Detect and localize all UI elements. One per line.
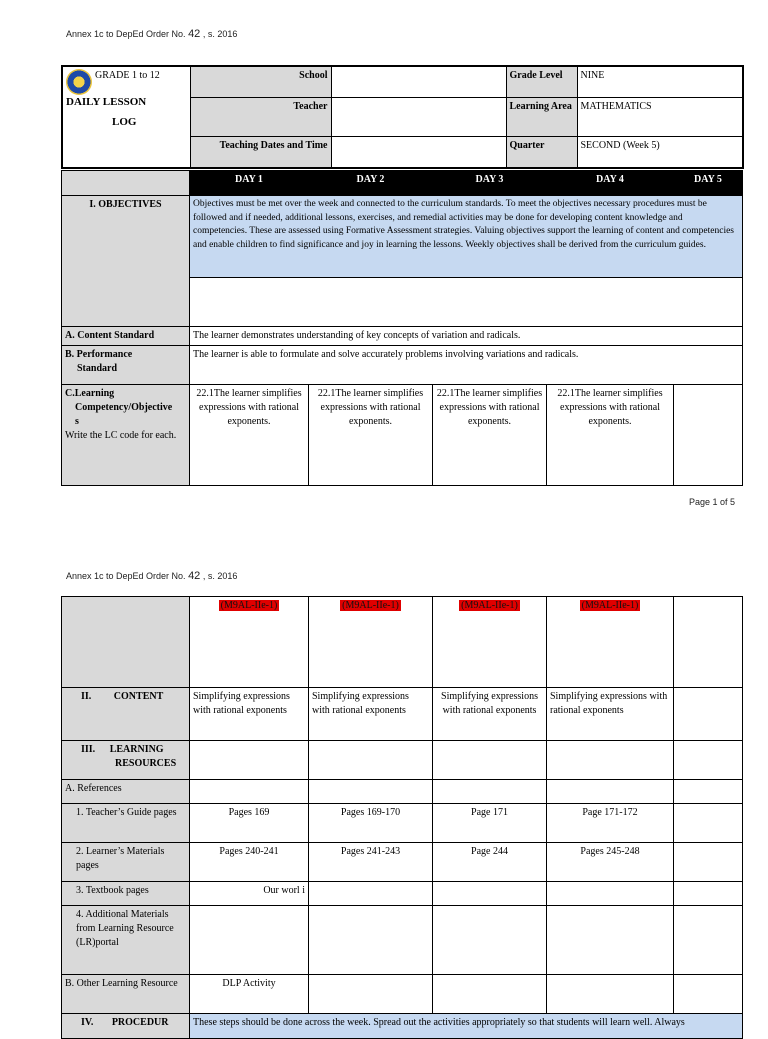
grade-range: GRADE 1 to 12	[95, 70, 160, 81]
competency-label-d: Write the LC code for each.	[65, 430, 177, 441]
teachers-guide-label: 1. Teacher’s Guide pages	[62, 804, 190, 843]
competency-label-b: Competency/Objective	[75, 402, 173, 413]
dll-title-line2: LOG	[112, 116, 137, 128]
day-5-header: DAY 5	[674, 171, 743, 196]
school-label: School	[190, 66, 331, 98]
lc-code-1: (M9AL-IIe-1)	[220, 600, 278, 611]
code-day-1	[190, 597, 309, 688]
dates-label: Teaching Dates and Time	[190, 137, 331, 169]
am-day-5[interactable]	[674, 906, 743, 975]
code-day-4	[547, 597, 674, 688]
grade-level-value[interactable]: NINE	[577, 66, 743, 98]
tb-day-3[interactable]	[433, 882, 547, 906]
olr-day-5[interactable]	[674, 975, 743, 1014]
lr-label-b: RESOURCES	[115, 758, 177, 769]
lc-code-3: (M9AL-IIe-1)	[461, 600, 518, 611]
ref-day-3[interactable]	[433, 780, 547, 804]
competency-label	[62, 385, 190, 486]
codes-label-empty	[62, 597, 190, 688]
lm-day-1: Pages 240-241	[190, 843, 309, 882]
olr-day-4[interactable]	[547, 975, 674, 1014]
olr-day-1: DLP Activity	[190, 975, 309, 1014]
lm-day-2: Pages 241-243	[309, 843, 433, 882]
dll-title-cell	[62, 66, 190, 168]
competency-day-2: 22.1The learner simplifies expressions with rational exponents.	[309, 385, 433, 486]
page-number: Page 1 of 5	[688, 497, 735, 507]
dll-title-line1: DAILY LESSON	[66, 96, 147, 108]
annex-line	[66, 28, 237, 40]
header-table	[61, 65, 744, 169]
additional-materials-label: 4. Additional Materials from Learning Resource (LR)portal	[62, 906, 190, 975]
annex-suffix: , s. 2016	[200, 29, 238, 39]
content-resources-table	[61, 596, 743, 1039]
teacher-field[interactable]	[331, 98, 506, 137]
content-day-3: Simplifying expressions with rational exponents	[433, 688, 547, 741]
annex-line-page-2	[66, 570, 237, 582]
content-standard-text: The learner demonstrates understanding of key concepts of variation and radicals.	[190, 327, 743, 346]
objectives-text: Objectives must be met over the week and connected to the curriculum standards. To meet the objectives necessary procedures must be followed and if needed, additional lessons, exercises, and remedial activities may be done for developing content knowledge and competencies. These are assessed using Formative Assessment strategies. Valuing objectives support the learning of content and competencies and enable children to find significance and joy in learning the lessons. Weekly objectives shall be derived from the curriculum guides.	[190, 196, 743, 278]
performance-label-a: B. Performance	[65, 349, 133, 360]
code-day-3	[433, 597, 547, 688]
ref-day-2[interactable]	[309, 780, 433, 804]
lm-day-4: Pages 245-248	[547, 843, 674, 882]
performance-label-b: Standard	[77, 363, 118, 374]
am-day-1[interactable]	[190, 906, 309, 975]
annex-number-2: 42	[188, 570, 201, 582]
ref-day-5[interactable]	[674, 780, 743, 804]
lr-day-3[interactable]	[433, 741, 547, 780]
days-header-empty	[62, 171, 190, 196]
tb-day-5[interactable]	[674, 882, 743, 906]
procedures-text: These steps should be done across the week. Spread out the activities appropriately so that students will learn well. Always	[190, 1014, 743, 1039]
school-field[interactable]	[331, 66, 506, 98]
performance-standard-label	[62, 346, 190, 385]
tg-day-5[interactable]	[674, 804, 743, 843]
objectives-blank[interactable]	[190, 278, 743, 327]
quarter-label: Quarter	[506, 137, 577, 169]
ref-day-1[interactable]	[190, 780, 309, 804]
annex-prefix-2: Annex 1c to DepEd Order No.	[66, 571, 189, 581]
learning-resources-label	[62, 741, 190, 780]
competency-label-a: C.Learning	[65, 388, 115, 399]
competency-day-3: 22.1The learner simplifies expressions with rational exponents.	[433, 385, 547, 486]
lr-day-2[interactable]	[309, 741, 433, 780]
objectives-label: I. OBJECTIVES	[62, 196, 190, 327]
lr-day-5[interactable]	[674, 741, 743, 780]
content-label-num: II.	[81, 691, 92, 702]
learners-materials-label: 2. Learner’s Materials pages	[62, 843, 190, 882]
annex-suffix-2: , s. 2016	[200, 571, 238, 581]
competency-label-c: s	[75, 416, 79, 427]
olr-day-2[interactable]	[309, 975, 433, 1014]
code-day-2	[309, 597, 433, 688]
tg-day-2: Pages 169-170	[309, 804, 433, 843]
annex-number: 42	[188, 28, 201, 40]
content-day-5[interactable]	[674, 688, 743, 741]
tg-day-4: Page 171-172	[547, 804, 674, 843]
lc-code-2: (M9AL-IIe-1)	[342, 600, 399, 611]
content-label	[62, 688, 190, 741]
ref-day-4[interactable]	[547, 780, 674, 804]
content-day-1: Simplifying expressions with rational exponents	[190, 688, 309, 741]
content-day-2: Simplifying expressions with rational exponents	[309, 688, 433, 741]
lr-label-a: LEARNING	[109, 744, 164, 755]
day-1-header: DAY 1	[190, 171, 309, 196]
competency-day-1: 22.1The learner simplifies expressions with rational exponents.	[190, 385, 309, 486]
content-label-text: CONTENT	[113, 691, 164, 702]
lm-day-5[interactable]	[674, 843, 743, 882]
lc-code-4: (M9AL-IIe-1)	[581, 600, 639, 611]
lr-day-4[interactable]	[547, 741, 674, 780]
tb-day-1: Our worl i	[190, 882, 309, 906]
am-day-4[interactable]	[547, 906, 674, 975]
day-4-header: DAY 4	[547, 171, 674, 196]
quarter-value[interactable]: SECOND (Week 5)	[577, 137, 743, 169]
content-standard-label: A. Content Standard	[62, 327, 190, 346]
teacher-label: Teacher	[190, 98, 331, 137]
lr-label-num: III.	[81, 744, 96, 755]
references-label: A. References	[62, 780, 190, 804]
objectives-table	[61, 170, 743, 486]
competency-day-4: 22.1The learner simplifies expressions with rational exponents.	[547, 385, 674, 486]
proc-label-num: IV.	[81, 1017, 94, 1028]
code-day-5[interactable]	[674, 597, 743, 688]
day-2-header: DAY 2	[309, 171, 433, 196]
lm-day-3: Page 244	[433, 843, 547, 882]
dates-field[interactable]	[331, 137, 506, 169]
learning-area-label: Learning Area	[506, 98, 577, 137]
tg-day-3: Page 171	[433, 804, 547, 843]
tb-day-2[interactable]	[309, 882, 433, 906]
grade-level-label: Grade Level	[506, 66, 577, 98]
annex-prefix: Annex 1c to DepEd Order No.	[66, 29, 189, 39]
lr-day-1[interactable]	[190, 741, 309, 780]
olr-day-3[interactable]	[433, 975, 547, 1014]
am-day-2[interactable]	[309, 906, 433, 975]
performance-standard-text: The learner is able to formulate and solve accurately problems involving variations and radicals.	[190, 346, 743, 385]
other-resources-label: B. Other Learning Resource	[62, 975, 190, 1014]
procedures-label	[62, 1014, 190, 1039]
tg-day-1: Pages 169	[190, 804, 309, 843]
learning-area-value[interactable]: MATHEMATICS	[577, 98, 743, 137]
day-3-header: DAY 3	[433, 171, 547, 196]
textbook-label: 3. Textbook pages	[62, 882, 190, 906]
competency-day-5[interactable]	[674, 385, 743, 486]
deped-seal-icon	[66, 69, 92, 95]
proc-label-text: PROCEDUR	[111, 1017, 169, 1028]
am-day-3[interactable]	[433, 906, 547, 975]
tb-day-4[interactable]	[547, 882, 674, 906]
content-day-4: Simplifying expressions with rational exponents	[547, 688, 674, 741]
